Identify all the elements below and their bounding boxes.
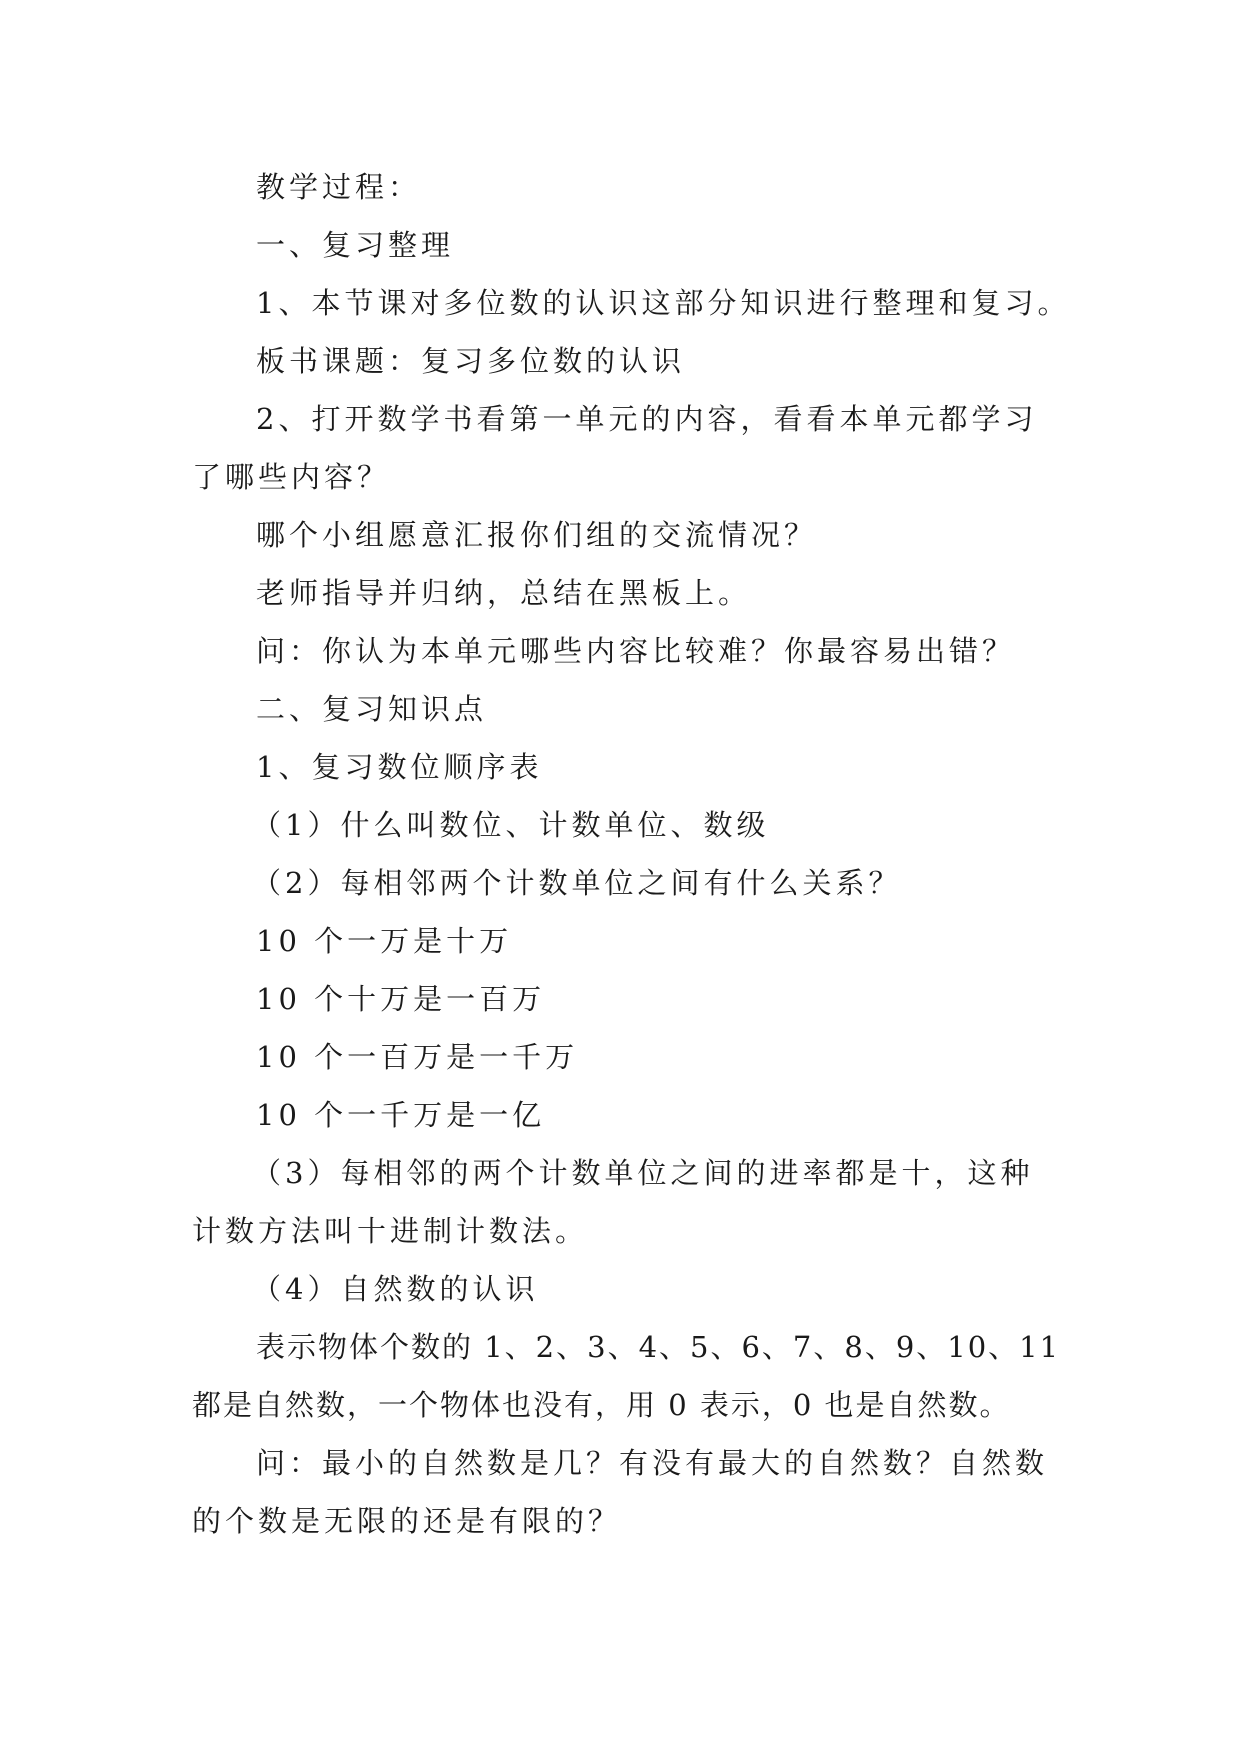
paragraph-continuation: 了哪些内容？ — [192, 460, 391, 494]
paragraph: 老师指导并归纳，总结在黑板上。 — [256, 576, 752, 610]
list-item: （2）每相邻两个计数单位之间有什么关系？ — [252, 866, 902, 900]
paragraph: 板书课题：复习多位数的认识 — [256, 344, 686, 378]
paragraph: 哪个小组愿意汇报你们组的交流情况？ — [256, 518, 818, 552]
list-item: （4）自然数的认识 — [252, 1272, 539, 1306]
list-item: （3）每相邻的两个计数单位之间的进率都是十，这种 — [252, 1156, 1034, 1190]
list-item: （1）什么叫数位、计数单位、数级 — [252, 808, 770, 842]
paragraph: 1、本节课对多位数的认识这部分知识进行整理和复习。 — [256, 286, 1071, 320]
paragraph: 问：你认为本单元哪些内容比较难？你最容易出错？ — [256, 634, 1016, 668]
paragraph: 表示物体个数的 1、2、3、4、5、6、7、8、9、10、11 — [256, 1330, 1061, 1364]
section-heading-knowledge: 二、复习知识点 — [256, 692, 488, 726]
paragraph-continuation: 都是自然数，一个物体也没有，用 0 表示，0 也是自然数。 — [192, 1388, 1011, 1422]
paragraph: 10 个十万是一百万 — [256, 982, 546, 1016]
paragraph-continuation: 的个数是无限的还是有限的？ — [192, 1504, 622, 1538]
section-heading-review: 一、复习整理 — [256, 228, 455, 262]
heading-teaching-process: 教学过程： — [256, 170, 422, 204]
paragraph: 10 个一千万是一亿 — [256, 1098, 546, 1132]
paragraph: 10 个一万是十万 — [256, 924, 513, 958]
paragraph-continuation: 计数方法叫十进制计数法。 — [192, 1214, 589, 1248]
paragraph: 2、打开数学书看第一单元的内容，看看本单元都学习 — [256, 402, 1038, 436]
paragraph: 问：最小的自然数是几？有没有最大的自然数？自然数 — [256, 1446, 1049, 1480]
paragraph: 10 个一百万是一千万 — [256, 1040, 579, 1074]
document-body — [192, 158, 1071, 1550]
paragraph: 1、复习数位顺序表 — [256, 750, 543, 784]
